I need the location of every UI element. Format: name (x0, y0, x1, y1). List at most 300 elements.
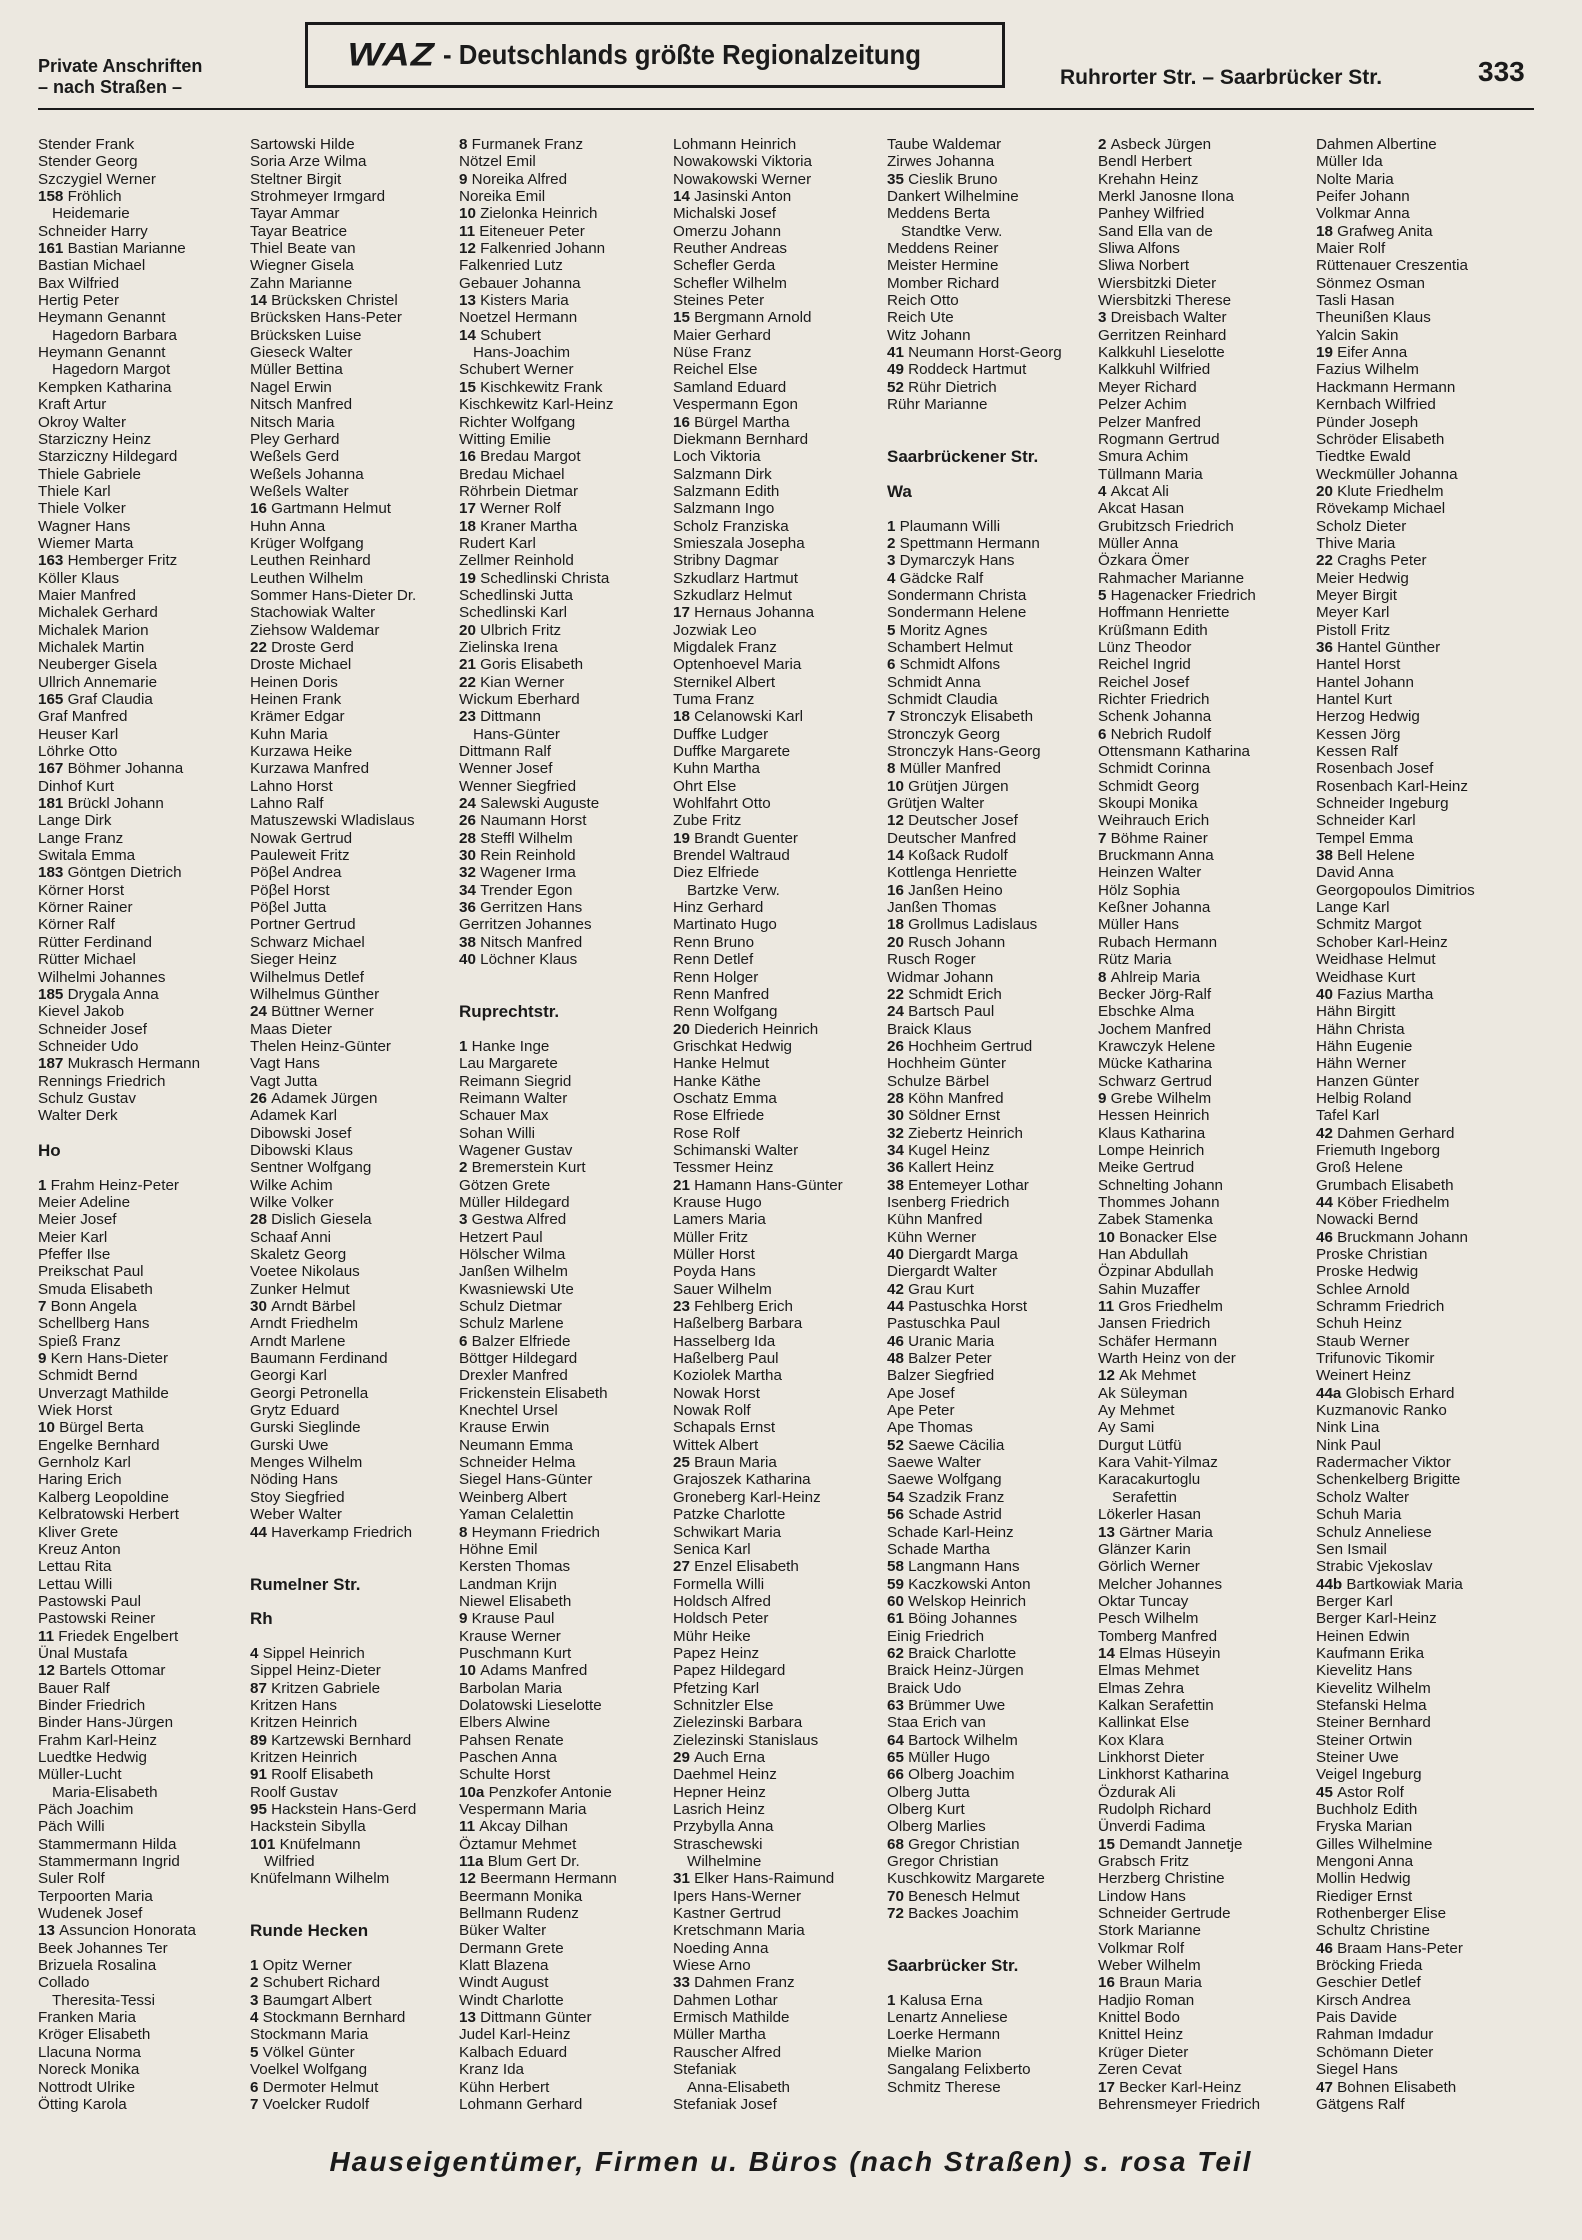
house-number: 20 (459, 621, 481, 639)
resident-entry (887, 847, 1092, 864)
resident-name: Balzer Elfriede (471, 1332, 571, 1350)
resident-entry: Schneider Helma (459, 1454, 576, 1472)
resident-name: Hernaus Johanna (694, 604, 815, 622)
resident-entry: Senica Karl (673, 1540, 751, 1558)
resident-name: Roolf Elisabeth (271, 1766, 374, 1784)
resident-entry: Tafel Karl (1316, 1107, 1380, 1125)
resident-entry: Beek Johannes Ter (38, 1939, 168, 1957)
resident-entry: Nowak Rolf (673, 1402, 751, 1420)
resident-entry: Matuszewski Wladislaus (250, 812, 415, 830)
house-number: 52 (887, 378, 909, 396)
resident-entry: Kühn Herbert (459, 2078, 550, 2096)
resident-entry: Nitsch Maria (250, 413, 335, 431)
house-number: 70 (887, 1887, 909, 1905)
resident-entry: Lahno Horst (250, 777, 333, 795)
resident-entry: Stender Frank (38, 136, 135, 153)
resident-entry (887, 1298, 1092, 1315)
resident-name: Kartzewski Bernhard (271, 1731, 412, 1749)
resident-entry: Schubert Werner (459, 361, 574, 379)
resident-entry: Omerzu Johann (673, 222, 782, 240)
resident-entry: Müller Ida (1316, 153, 1383, 171)
resident-entry: Oschatz Emma (673, 1089, 777, 1107)
resident-entry: Krause Erwin (459, 1419, 550, 1437)
resident-entry (38, 795, 243, 812)
resident-entry: Stockmann Maria (250, 2026, 369, 2044)
resident-entry: Maier Gerhard (673, 326, 771, 344)
resident-entry: Bredau Michael (459, 465, 565, 483)
resident-entry (887, 1992, 1092, 2009)
resident-entry: Skaletz Georg (250, 1246, 347, 1263)
directory-column-4 (673, 136, 878, 2113)
resident-entry (673, 309, 878, 326)
house-number: 167 (38, 760, 68, 778)
resident-entry: Spieß Franz (38, 1332, 121, 1350)
resident-name: Dislich Giesela (271, 1211, 372, 1229)
resident-entry: Berger Karl (1316, 1592, 1393, 1610)
resident-entry: Panhey Wilfried (1098, 205, 1205, 223)
resident-name: Kugel Heinz (908, 1141, 991, 1159)
resident-entry: Schwarz Gertrud (1098, 1072, 1212, 1090)
resident-entry (887, 552, 1092, 569)
resident-entry: Rütter Ferdinand (38, 933, 152, 951)
resident-name: Roddeck Hartmut (908, 361, 1027, 379)
house-number: 40 (459, 951, 481, 969)
resident-entry: Schäfer Hermann (1098, 1332, 1218, 1350)
house-number: 20 (1316, 482, 1338, 500)
resident-entry: Kretschmann Maria (673, 1922, 805, 1940)
resident-entry (887, 1836, 1092, 1853)
street-heading: Wa (887, 482, 912, 501)
resident-entry (1316, 1940, 1521, 1957)
resident-entry: Schedlinski Jutta (459, 586, 573, 604)
resident-entry: Maas Dieter (250, 1020, 332, 1038)
resident-entry: Loerke Hermann (887, 2026, 1001, 2044)
resident-entry (459, 1662, 664, 1679)
resident-name: Kritzen Gabriele (271, 1679, 381, 1697)
resident-entry: Franken Maria (38, 2009, 136, 2027)
section-title (38, 56, 202, 98)
resident-entry: Lettau Willi (38, 1575, 113, 1593)
house-number: 22 (250, 638, 272, 656)
spacer (250, 1905, 455, 1922)
resident-entry: Krüger Dieter (1098, 2043, 1189, 2061)
resident-entry (38, 552, 243, 569)
resident-entry (887, 1038, 1092, 1055)
resident-name: Graf Claudia (67, 691, 153, 708)
resident-name: Enzel Elisabeth (694, 1558, 799, 1576)
house-number: 18 (1316, 222, 1338, 240)
house-number: 44 (1316, 1193, 1338, 1211)
resident-entry: Schneider Karl (1316, 812, 1416, 830)
resident-entry: Büker Walter (459, 1922, 547, 1940)
resident-name: Nitsch Manfred (480, 933, 583, 951)
resident-entry: Meddens Berta (887, 205, 990, 223)
house-number: 56 (887, 1506, 909, 1524)
house-number: 13 (459, 2009, 481, 2027)
resident-entry: Hadjio Roman (1098, 1991, 1195, 2009)
resident-entry (250, 1645, 455, 1662)
resident-entry: Martinato Hugo (673, 916, 777, 934)
resident-entry: Kastner Gertrud (673, 1905, 782, 1923)
resident-entry: Strohmeyer Irmgard (250, 188, 386, 206)
footer-note: Hauseigentümer, Firmen u. Büros (nach Straßen) s. rosa Teil (329, 2146, 1253, 2177)
resident-entry: Löhrke Otto (38, 743, 118, 761)
resident-entry: Steiner Ortwin (1316, 1731, 1413, 1749)
resident-name: Kian Werner (480, 673, 565, 691)
resident-entry: Bastian Michael (38, 257, 146, 275)
resident-entry: Krüßmann Edith (1098, 621, 1208, 639)
resident-entry: Melcher Johannes (1098, 1575, 1223, 1593)
resident-name: Gestwa Alfred (471, 1211, 567, 1229)
resident-entry: Diekmann Bernhard (673, 430, 809, 448)
resident-entry: Stronczyk Hans-Georg (887, 743, 1041, 761)
resident-entry: Kalkkuhl Wilfried (1098, 361, 1211, 379)
resident-entry (459, 448, 664, 465)
house-number: 1 (887, 517, 900, 535)
house-number: 72 (887, 1905, 909, 1923)
resident-name: Stronczyk Elisabeth (899, 708, 1034, 726)
resident-entry: Knechtel Ursel (459, 1402, 558, 1420)
house-number: 9 (1098, 1089, 1111, 1107)
resident-entry (250, 1680, 455, 1697)
house-number: 10 (38, 1419, 60, 1437)
resident-entry: Thiel Beate van (250, 240, 356, 258)
resident-entry (887, 1142, 1092, 1159)
resident-name: Celanowski Karl (694, 708, 804, 726)
resident-entry: Windt August (459, 1974, 549, 1992)
house-number: 3 (250, 1991, 263, 2009)
resident-entry: Pesch Wilhelm (1098, 1610, 1199, 1628)
resident-entry: Müller Horst (673, 1246, 755, 1263)
resident-name: Kischkewitz Frank (480, 378, 603, 396)
resident-entry (887, 1576, 1092, 1593)
resident-name: Bonacker Else (1119, 1228, 1218, 1246)
masthead-tagline: - Deutschlands größte Regionalzeitung (442, 39, 921, 70)
resident-entry: Straschewski (673, 1835, 763, 1853)
resident-entry (1316, 344, 1521, 361)
resident-name: Naumann Horst (480, 812, 587, 830)
house-number: 13 (38, 1922, 60, 1940)
resident-entry: Helbig Roland (1316, 1089, 1412, 1107)
resident-entry: Bruckmann Anna (1098, 847, 1214, 865)
house-number: 95 (250, 1801, 272, 1818)
resident-entry (38, 1662, 243, 1679)
entry-continuation: Theresita-Tessi (52, 1991, 155, 2009)
resident-entry: Georgi Karl (250, 1367, 327, 1385)
resident-entry: Llacuna Norma (38, 2043, 141, 2061)
resident-entry: Nötzel Emil (459, 153, 536, 171)
resident-entry: Rose Elfriede (673, 1107, 765, 1125)
resident-entry: Smuda Elisabeth (38, 1280, 153, 1298)
resident-entry: Veigel Ingeburg (1316, 1766, 1422, 1784)
resident-entry: Weßels Gerd (250, 448, 340, 466)
resident-entry: Schröder Elisabeth (1316, 430, 1445, 448)
resident-entry: Mücke Katharina (1098, 1055, 1212, 1073)
resident-entry (459, 327, 664, 344)
resident-entry: Wagener Gustav (459, 1141, 573, 1159)
resident-entry: Zielezinski Stanislaus (673, 1731, 819, 1749)
resident-name: Brücksken Christel (271, 292, 398, 310)
resident-entry: Krüger Wolfgang (250, 534, 364, 552)
resident-entry: Meyer Richard (1098, 378, 1197, 396)
resident-name: Frahm Heinz-Peter (50, 1176, 179, 1194)
resident-entry: Gätgens Ralf (1316, 2095, 1405, 2113)
resident-name: Böing Johannes (908, 1610, 1018, 1628)
house-number: 61 (887, 1610, 909, 1628)
resident-entry (250, 2044, 455, 2061)
resident-name: Hantel Günther (1337, 638, 1441, 656)
resident-entry: Kelbratowski Herbert (38, 1506, 179, 1524)
resident-entry: Schmitz Margot (1316, 916, 1422, 934)
resident-entry (887, 934, 1092, 951)
resident-entry (887, 361, 1092, 378)
resident-entry (459, 674, 664, 691)
resident-name: Kraner Martha (480, 517, 578, 535)
resident-entry: Elmas Zehra (1098, 1679, 1185, 1697)
resident-entry: Kischkewitz Karl-Heinz (459, 396, 614, 414)
resident-entry: Heymann Genannt (38, 344, 166, 362)
resident-entry: Witz Johann (887, 326, 971, 344)
resident-entry: Rütz Maria (1098, 951, 1172, 969)
resident-entry: Kliver Grete (38, 1523, 119, 1541)
resident-entry: Wilhelmi Johannes (38, 968, 166, 986)
resident-entry: Bauer Ralf (38, 1679, 110, 1697)
resident-name: Mukrasch Hermann (67, 1055, 201, 1073)
resident-name: Ziebertz Heinrich (908, 1124, 1023, 1142)
resident-entry: Collado (38, 1974, 90, 1992)
resident-entry: Rühr Marianne (887, 396, 988, 414)
resident-entry (887, 986, 1092, 1003)
resident-entry (1098, 1645, 1303, 1662)
resident-entry: David Anna (1316, 864, 1394, 882)
resident-entry: Krawczyk Helene (1098, 1037, 1216, 1055)
resident-entry: Yaman Celalettin (459, 1506, 574, 1524)
resident-entry: Durgut Lütfü (1098, 1436, 1182, 1454)
house-number: 6 (887, 656, 900, 674)
resident-entry: Droste Michael (250, 656, 352, 674)
house-number: 11 (459, 1818, 480, 1836)
resident-entry: Taube Waldemar (887, 136, 1002, 153)
resident-entry: Schnitzler Else (673, 1696, 774, 1714)
resident-entry: Kuschkowitz Margarete (887, 1870, 1045, 1888)
spacer (250, 1541, 455, 1558)
resident-entry: Tüllmann Maria (1098, 465, 1203, 483)
resident-entry: Rüttenauer Creszentia (1316, 257, 1468, 275)
house-number: 58 (887, 1558, 909, 1576)
resident-entry (887, 171, 1092, 188)
resident-entry: Gerritzen Reinhard (1098, 326, 1227, 344)
entry-continuation: Wilfried (264, 1853, 315, 1871)
house-number: 163 (38, 552, 68, 570)
resident-entry: Stribny Dagmar (673, 552, 779, 570)
resident-name: Becker Karl-Heinz (1119, 2078, 1242, 2096)
resident-entry: Pfeffer Ilse (38, 1246, 111, 1263)
resident-entry: Zunker Helmut (250, 1280, 350, 1298)
resident-name: Köber Friedhelm (1337, 1193, 1450, 1211)
house-number: 62 (887, 1644, 909, 1662)
resident-entry (887, 916, 1092, 933)
resident-name: Bürgel Berta (59, 1419, 144, 1437)
resident-entry: Michalek Gerhard (38, 604, 158, 622)
resident-entry: Rövekamp Michael (1316, 500, 1446, 518)
resident-entry: Salzmann Edith (673, 482, 780, 500)
resident-entry (887, 1107, 1092, 1124)
resident-entry: Pelzer Manfred (1098, 413, 1201, 431)
resident-entry: Dolatowski Lieselotte (459, 1696, 602, 1714)
resident-entry: Thiele Gabriele (38, 465, 141, 483)
resident-name: Krause Paul (471, 1610, 555, 1628)
house-number: 6 (250, 2078, 263, 2096)
resident-entry: Schauer Max (459, 1107, 549, 1125)
entry-continuation: Hagedorn Barbara (52, 326, 177, 344)
house-number: 183 (38, 864, 68, 882)
house-number: 16 (459, 448, 481, 466)
resident-entry (1316, 847, 1521, 864)
resident-entry (38, 1177, 243, 1194)
house-number: 5 (1098, 586, 1111, 604)
resident-entry: Dibowski Josef (250, 1124, 352, 1142)
resident-name: Pastuschka Horst (908, 1298, 1028, 1316)
house-number: 63 (887, 1696, 909, 1714)
resident-entry: Hochheim Günter (887, 1055, 1007, 1073)
house-number: 9 (38, 1350, 51, 1368)
house-number: 11 (1098, 1298, 1119, 1316)
resident-entry (673, 1454, 878, 1471)
resident-entry: Michalek Marion (38, 621, 149, 639)
entry-continuation: Heidemarie (52, 205, 130, 223)
resident-entry: Pastowski Paul (38, 1592, 141, 1610)
resident-entry: Salzmann Ingo (673, 500, 775, 518)
resident-entry (459, 708, 664, 725)
resident-entry: Wenner Siegfried (459, 777, 577, 795)
house-number: 66 (887, 1766, 909, 1784)
resident-entry: Loch Viktoria (673, 448, 761, 466)
resident-entry: Päch Joachim (38, 1801, 134, 1818)
resident-entry: Leuthen Wilhelm (250, 569, 364, 587)
resident-entry (887, 1090, 1092, 1107)
house-number: 31 (673, 1870, 695, 1888)
resident-entry: Haßelberg Barbara (673, 1315, 803, 1333)
resident-entry (887, 1610, 1092, 1627)
resident-entry: Haring Erich (38, 1471, 122, 1489)
resident-entry (459, 1038, 664, 1055)
resident-entry: Schmidt Anna (887, 673, 981, 691)
resident-entry: Leuthen Reinhard (250, 552, 371, 570)
resident-entry: Brücksken Hans-Peter (250, 309, 402, 327)
resident-name: Schmidt Erich (908, 985, 1002, 1003)
street-heading: Rh (250, 1610, 273, 1628)
resident-entry (250, 1524, 455, 1541)
resident-entry: Pahsen Renate (459, 1731, 564, 1749)
resident-entry: Gregor Christian (887, 1853, 999, 1871)
resident-entry: Heinen Edwin (1316, 1627, 1410, 1645)
house-number: 7 (1098, 829, 1111, 847)
spacer (887, 1974, 1092, 1991)
resident-entry: Schömann Dieter (1316, 2043, 1434, 2061)
resident-name: Gädcke Ralf (899, 569, 984, 587)
resident-entry (673, 1870, 878, 1887)
spacer (250, 1888, 455, 1905)
house-number: 7 (887, 708, 900, 726)
resident-name: Braun Maria (694, 1454, 777, 1472)
resident-entry: Kersten Thomas (459, 1558, 571, 1576)
house-number: 20 (673, 1020, 695, 1038)
resident-entry (887, 379, 1092, 396)
house-number: 26 (459, 812, 481, 830)
resident-entry (459, 570, 664, 587)
resident-name: Bartels Ottomar (59, 1662, 166, 1680)
resident-entry (250, 1732, 455, 1749)
resident-entry (887, 760, 1092, 777)
resident-entry: Hasselberg Ida (673, 1332, 776, 1350)
house-number: 42 (887, 1280, 909, 1298)
spacer (887, 431, 1092, 448)
house-number: 8 (1098, 968, 1111, 986)
resident-entry: Nink Lina (1316, 1419, 1380, 1437)
resident-entry (887, 570, 1092, 587)
resident-entry: Sauer Wilhelm (673, 1280, 772, 1298)
resident-entry: Müller Bettina (250, 361, 343, 379)
resident-name: Salewski Auguste (480, 795, 600, 813)
resident-entry (1316, 1385, 1521, 1402)
resident-entry: Lange Dirk (38, 812, 112, 830)
resident-entry: Thommes Johann (1098, 1193, 1220, 1211)
resident-entry: Schramm Friedrich (1316, 1298, 1445, 1316)
resident-entry: Gurski Sieglinde (250, 1419, 361, 1437)
street-heading: Saarbrückener Str. (887, 448, 1039, 466)
resident-name: Gregor Christian (908, 1835, 1020, 1853)
house-number: 28 (887, 1089, 909, 1107)
resident-entry: Schmidt Claudia (887, 691, 998, 708)
resident-entry: Heinzen Walter (1098, 864, 1202, 882)
resident-name: Dittmann Günter (480, 2009, 592, 2027)
resident-entry (1098, 830, 1303, 847)
resident-entry: Baumann Ferdinand (250, 1350, 388, 1368)
directory-column-6 (1098, 136, 1303, 2113)
resident-name: Brandt Guenter (694, 829, 798, 847)
resident-entry: Wilke Achim (250, 1176, 333, 1194)
directory-column-5 (887, 136, 1092, 2096)
resident-name: Gerritzen Hans (480, 899, 583, 917)
resident-name: Craghs Peter (1337, 552, 1427, 570)
resident-entry: Arndt Marlene (250, 1332, 346, 1350)
resident-entry: Buchholz Edith (1316, 1801, 1418, 1818)
house-number: 19 (459, 569, 481, 587)
resident-entry: Lohmann Heinrich (673, 136, 797, 153)
house-number: 16 (673, 413, 695, 431)
resident-name: Hamann Hans-Günter (694, 1176, 843, 1194)
resident-entry: Kuhn Maria (250, 725, 328, 743)
resident-entry (459, 951, 664, 968)
resident-entry: Heinen Doris (250, 673, 338, 691)
house-number: 47 (1316, 2078, 1338, 2096)
resident-name: Beermann Hermann (480, 1870, 617, 1888)
resident-name: Asbeck Jürgen (1110, 136, 1212, 153)
resident-entry (459, 379, 664, 396)
street-heading: Ruprechtstr. (459, 1003, 560, 1021)
resident-name: Droste Gerd (271, 638, 354, 656)
resident-entry: Weber Wilhelm (1098, 1957, 1201, 1975)
house-number: 24 (250, 1003, 272, 1021)
resident-name: Ulbrich Fritz (480, 621, 562, 639)
resident-entry: Sohan Willi (459, 1124, 535, 1142)
house-number: 35 (887, 170, 909, 188)
resident-entry (887, 1437, 1092, 1454)
spacer (38, 1159, 243, 1176)
resident-entry: Zeren Cevat (1098, 2061, 1182, 2079)
spacer (887, 1940, 1092, 1957)
resident-name: Hagenacker Friedrich (1110, 586, 1256, 604)
